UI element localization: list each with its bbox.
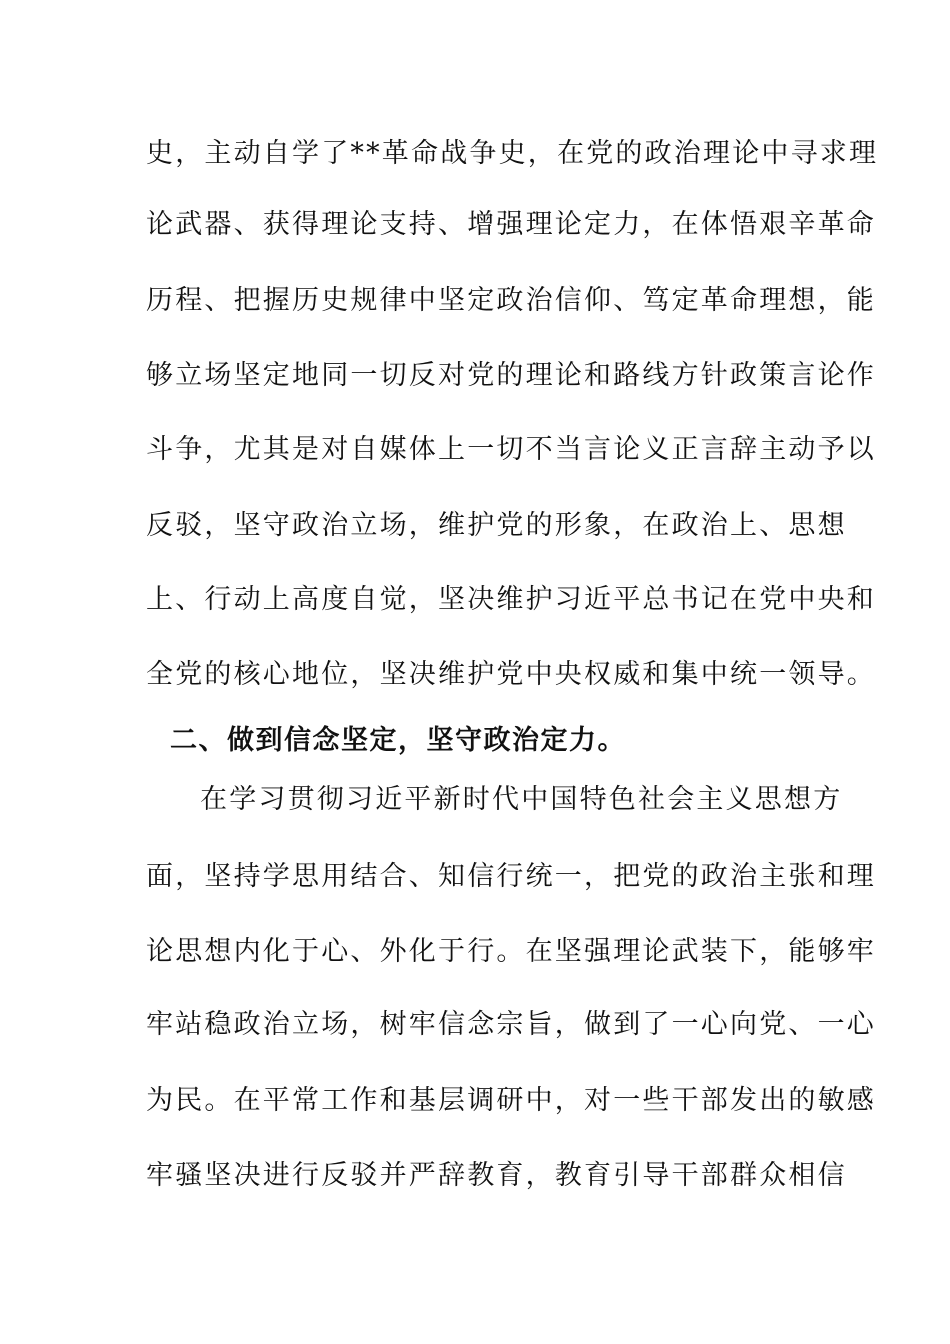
section-heading: 二、做到信念坚定，坚守政治定力。 — [170, 725, 626, 756]
paragraph-2-line-1: 在学习贯彻习近平新时代中国特色社会主义思想方 — [200, 784, 843, 815]
paragraph-1-line-8: 全党的核心地位，坚决维护党中央权威和集中统一领导。 — [146, 659, 876, 690]
paragraph-2-line-3: 论思想内化于心、外化于行。在坚强理论武装下，能够牢 — [146, 936, 876, 967]
paragraph-2-line-2: 面，坚持学思用结合、知信行统一，把党的政治主张和理 — [146, 861, 876, 892]
paragraph-1-line-5: 斗争，尤其是对自媒体上一切不当言论义正言辞主动予以 — [146, 434, 876, 465]
paragraph-1-line-3: 历程、把握历史规律中坚定政治信仰、笃定革命理想，能 — [146, 285, 876, 316]
paragraph-1-line-6: 反驳，坚守政治立场，维护党的形象，在政治上、思想 — [146, 510, 847, 541]
paragraph-2-line-6: 牢骚坚决进行反驳并严辞教育，教育引导干部群众相信 — [146, 1160, 847, 1191]
paragraph-2-line-4: 牢站稳政治立场，树牢信念宗旨，做到了一心向党、一心 — [146, 1009, 876, 1040]
paragraph-1-line-2: 论武器、获得理论支持、增强理论定力，在体悟艰辛革命 — [146, 209, 876, 240]
paragraph-1-line-1: 史，主动自学了**革命战争史，在党的政治理论中寻求理 — [146, 138, 879, 169]
paragraph-1-line-4: 够立场坚定地同一切反对党的理论和路线方针政策言论作 — [146, 360, 876, 391]
paragraph-2-line-5: 为民。在平常工作和基层调研中，对一些干部发出的敏感 — [146, 1085, 876, 1116]
paragraph-1-line-7: 上、行动上高度自觉，坚决维护习近平总书记在党中央和 — [146, 584, 876, 615]
